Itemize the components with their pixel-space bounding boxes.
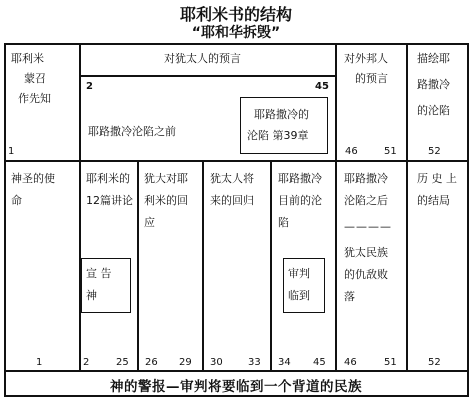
lower-col4-end: 33 [248, 357, 261, 368]
lower-col6-start: 46 [344, 357, 357, 368]
lower-col4-line1: 犹太人将 [210, 172, 254, 185]
lower-col2-line1: 耶利米的 [86, 172, 130, 185]
lower-col6-line3: 犹太民族 [344, 246, 388, 259]
lower-col4-line2: 来的回归 [210, 194, 254, 207]
judgment-line1: 审判 [288, 267, 310, 280]
prophecy-judah-end: 45 [315, 81, 329, 92]
lower-col6-end: 51 [384, 357, 397, 368]
lower-col7-line2: 的结局 [417, 194, 450, 207]
judgment-line2: 临到 [288, 289, 310, 302]
lower-col3-line2: 利米的回 [144, 194, 188, 207]
lower-col3-start: 26 [145, 357, 158, 368]
prophecy-nations-line2: 的预言 [355, 72, 388, 85]
footer-theme: 神的警报—审判将要临到一个背道的民族 [110, 379, 362, 395]
header-col1-line3: 作先知 [18, 92, 51, 105]
before-fall-label: 耶路撒冷沦陷之前 [88, 125, 176, 138]
proclaim-god-box [81, 258, 131, 313]
prophecy-nations-line1: 对外邦人 [344, 52, 388, 65]
proclaim-line1: 宣 告 [86, 267, 112, 280]
lower-col5-line2: 目前的沦 [278, 194, 322, 207]
prophecy-judah-label: 对犹太人的预言 [164, 52, 241, 65]
fall-jerusalem-line1: 描绘耶 [417, 52, 450, 65]
lower-col5-start: 34 [278, 357, 291, 368]
lower-col4-start: 30 [210, 357, 223, 368]
lower-col2-start: 2 [83, 357, 90, 368]
header-col1-line2: 蒙召 [24, 72, 46, 85]
header-col1-line1: 耶利米 [11, 52, 44, 65]
lower-col3-line1: 犹大对耶 [144, 172, 188, 185]
lower-col7-chapter: 52 [428, 357, 441, 368]
lower-col2-line2: 12篇讲论 [86, 194, 133, 207]
lower-col1-chapter: 1 [36, 357, 43, 368]
lower-col3-end: 29 [179, 357, 192, 368]
lower-col2-end: 25 [116, 357, 129, 368]
judgment-comes-box [283, 258, 325, 313]
fall-jerusalem-line2: 路撒冷 [417, 78, 450, 91]
lower-col6-line1: 耶路撒冷 [344, 172, 388, 185]
lower-col6-line5: 落 [344, 290, 355, 303]
header-col1-chapter: 1 [8, 146, 15, 157]
chapter39-line1: 耶路撒冷的 [254, 108, 309, 121]
lower-col3-line3: 应 [144, 216, 155, 229]
proclaim-line2: 神 [86, 289, 97, 302]
lower-col6-line2: 沦陷之后 [344, 194, 388, 207]
chapter39-line2: 沦陷 第39章 [247, 129, 309, 142]
chapter39-box [240, 97, 328, 154]
diagram-subtitle: “耶和华拆毁” [191, 25, 281, 41]
lower-col1-line1: 神圣的使 [11, 172, 55, 185]
prophecy-nations-end: 51 [384, 146, 397, 157]
prophecy-judah-start: 2 [86, 81, 93, 92]
lower-col5-line3: 陷 [278, 216, 289, 229]
lower-col5-end: 45 [313, 357, 326, 368]
fall-jerusalem-line3: 的沦陷 [417, 104, 450, 117]
lower-col1-line2: 命 [11, 194, 22, 207]
lower-col6-dash: ———— [344, 220, 392, 233]
lower-col6-line4: 的仇敌败 [344, 268, 388, 281]
lower-col7-line1: 历 史 上 [417, 172, 457, 185]
diagram-title: 耶利米书的结构 [179, 5, 292, 24]
lower-col5-line1: 耶路撒冷 [278, 172, 322, 185]
prophecy-nations-start: 46 [345, 146, 358, 157]
fall-jerusalem-chapter: 52 [428, 146, 441, 157]
